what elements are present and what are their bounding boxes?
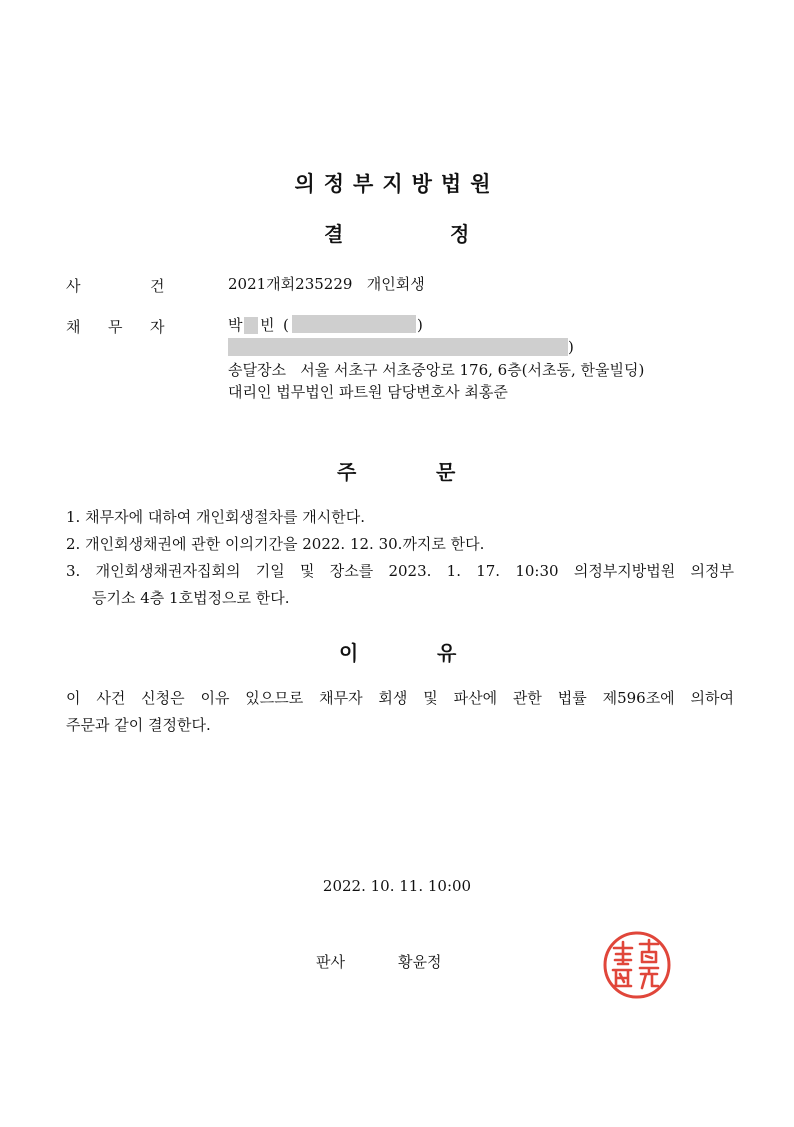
order-item	[66, 534, 484, 554]
address-paren-close: )	[568, 338, 574, 356]
doc-title-right: 정	[450, 222, 470, 246]
paren-close: )	[417, 316, 423, 334]
order-item-text: 개인회생채권자집회의 기일 및 장소를 2023. 1. 17. 10:30 의정부지방법원 의정부	[95, 562, 734, 580]
judge-seal-icon	[600, 928, 674, 1002]
order-heading-right: 문	[436, 460, 456, 484]
debtor-label-char: 무	[108, 318, 123, 336]
order-item	[66, 507, 365, 527]
service-address-line	[228, 360, 644, 380]
court-name: 의정부지방법원	[294, 172, 500, 196]
debtor-label-char: 자	[150, 318, 165, 336]
paren-open: (	[283, 316, 289, 334]
reason-heading-right: 유	[437, 641, 457, 665]
service-label: 송달장소	[228, 361, 286, 379]
reason-line-2: 주문과 같이 결정한다.	[66, 716, 211, 734]
order-item-text: 채무자에 대하여 개인회생절차를 개시한다.	[85, 508, 365, 526]
redaction-block	[244, 317, 258, 334]
reason-line-1: 이 사건 신청은 이유 있으므로 채무자 회생 및 파산에 관한 법률 제596조에 의하여	[66, 689, 734, 707]
redaction-block	[292, 315, 416, 333]
order-item-continuation: 등기소 4층 1호법정으로 한다.	[92, 589, 290, 607]
case-number: 2021개회235229	[228, 275, 353, 293]
service-address: 서울 서초구 서초중앙로 176, 6층(서초동, 한울빌딩)	[300, 361, 645, 379]
redaction-block	[228, 338, 568, 356]
debtor-name-first: 박	[228, 316, 243, 334]
order-item	[66, 561, 734, 581]
doc-title-left: 결	[324, 222, 344, 246]
order-item-num: 2.	[66, 535, 81, 553]
judge-title: 판사	[316, 953, 345, 971]
reason-heading-left: 이	[339, 641, 359, 665]
order-item-text: 개인회생채권에 관한 이의기간을 2022. 12. 30.까지로 한다.	[85, 535, 485, 553]
case-type: 개인회생	[366, 275, 425, 293]
order-heading-left: 주	[337, 460, 357, 484]
agent-line: 대리인 법무법인 파트원 담당변호사 최홍준	[228, 383, 508, 401]
case-label-char: 사	[66, 277, 81, 295]
order-item-num: 1.	[66, 508, 81, 526]
case-label-char: 건	[150, 277, 165, 295]
decision-datetime: 2022. 10. 11. 10:00	[322, 877, 472, 895]
order-item-num: 3.	[66, 562, 81, 580]
debtor-label-char: 채	[66, 318, 81, 336]
debtor-name-last: 빈	[260, 316, 275, 334]
case-value	[228, 274, 425, 294]
judge-name: 황윤정	[398, 953, 442, 971]
